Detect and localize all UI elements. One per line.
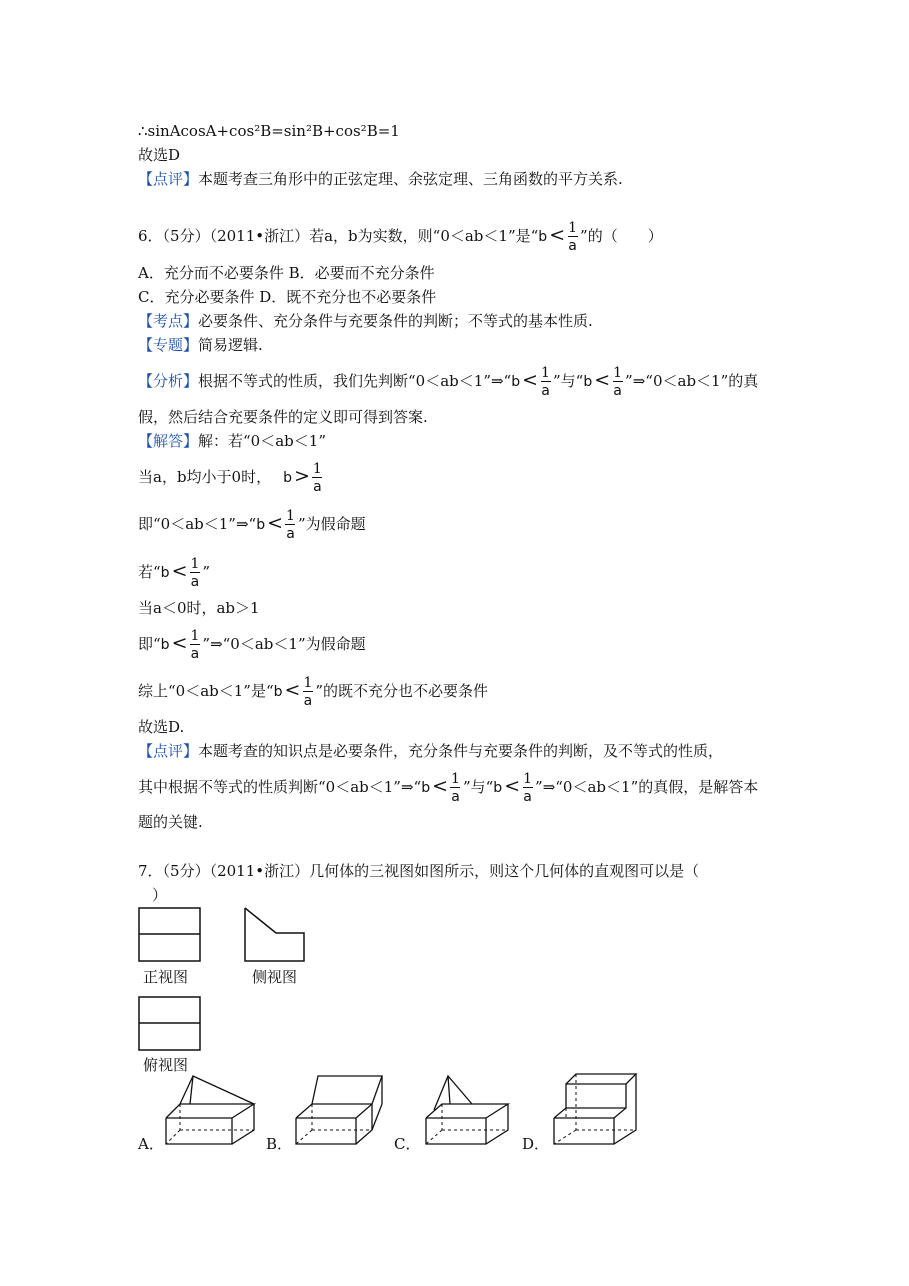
q6-topic-tag: 【专题】 [138, 336, 199, 354]
q6-comment-1: 本题考查的知识点是必要条件，充分条件与充要条件的判断，及不等式的性质， [198, 742, 724, 760]
q6-stem-lt: < [549, 224, 566, 246]
ineq-lt: < [171, 632, 188, 654]
ineq-frac [522, 772, 533, 804]
q6-stem [138, 221, 663, 253]
frac-num: 1 [190, 556, 200, 572]
ineq-lt: < [432, 775, 449, 797]
q6-sol-3a: 即“0＜ab＜1”⇒“ [138, 515, 257, 533]
q7-stem-close: ） [152, 886, 168, 904]
q6-comment-3: 题的关键. [138, 813, 203, 831]
ineq-gt: > [293, 465, 310, 487]
q6-analysis [138, 366, 758, 398]
frac-num: 1 [286, 508, 295, 524]
ineq-var: b [160, 565, 170, 581]
ineq-lt: < [284, 679, 301, 701]
q6-sol-6 [138, 629, 366, 661]
frac-den: a [303, 693, 313, 709]
ineq-var: b [493, 780, 503, 796]
q6-comment-2a: 其中根据不等式的性质判断“0＜ab＜1”⇒“ [138, 778, 422, 796]
q6-analysis-b: ”与“ [552, 372, 584, 390]
front-view-figure [138, 907, 202, 963]
option-b-label[interactable]: B． [266, 1135, 293, 1153]
q6-solution-tag: 【解答】 [138, 432, 199, 450]
frac-den: a [190, 646, 200, 662]
frac-den: a [523, 789, 532, 805]
frac-num: 1 [568, 220, 578, 236]
ineq-frac [285, 509, 296, 541]
ineq-frac [450, 772, 461, 804]
option-d-label[interactable]: D． [522, 1135, 550, 1153]
q6-point-tag: 【考点】 [138, 312, 199, 330]
prev-answer: 故选D [138, 146, 181, 164]
ineq-var: b [583, 374, 593, 390]
q6-comment-2b: ”与“ [462, 778, 494, 796]
ineq-var: b [160, 637, 170, 653]
frac-den: a [313, 479, 322, 495]
ineq-frac [189, 629, 200, 661]
q6-solution [138, 431, 326, 451]
frac-num: 1 [541, 365, 550, 381]
q6-point [138, 311, 593, 331]
frac-num: 1 [303, 675, 313, 691]
option-a-label[interactable]: A． [138, 1135, 164, 1153]
q6-options-cd: C．充分必要条件 D．既不充分也不必要条件 [138, 288, 437, 306]
q6-options-ab: A．充分而不必要条件 B．必要而不充分条件 [138, 264, 435, 282]
q6-sol-3b: ”为假命题 [297, 515, 366, 533]
q7-stem: 7．（5分）（2011•浙江）几何体的三视图如图所示，则这个几何体的直观图可以是（ [138, 862, 700, 880]
frac-num: 1 [451, 771, 460, 787]
q6-sol-7b: ”的既不充分也不必要条件 [315, 682, 489, 700]
option-c-label[interactable]: C． [394, 1135, 421, 1153]
side-view-label: 侧视图 [252, 969, 298, 986]
q6-sol-1: 解：若“0＜ab＜1” [198, 432, 326, 450]
front-view-label: 正视图 [143, 969, 189, 986]
q6-stem-b: ”的（ ） [580, 227, 663, 245]
frac-num: 1 [613, 365, 623, 381]
ineq-frac [302, 676, 313, 708]
top-view-label: 俯视图 [143, 1057, 189, 1074]
q6-sol-6a: 即“ [138, 635, 161, 653]
q6-sol-5: 当a＜0时，ab＞1 [138, 599, 260, 617]
ineq-var: b [283, 470, 292, 486]
q6-analysis-tag: 【分析】 [138, 372, 199, 390]
q6-sol-7a: 综上“0＜ab＜1”是“ [138, 682, 274, 700]
q6-comment-tag: 【点评】 [138, 742, 199, 760]
q6-stem-var: b [538, 229, 548, 245]
ineq-frac [612, 366, 623, 398]
frac-den: a [190, 574, 200, 590]
ineq-frac [312, 462, 323, 494]
ineq-lt: < [504, 775, 521, 797]
option-c-figure [420, 1070, 516, 1150]
q6-sol-4b: ” [202, 563, 211, 581]
q6-analysis-a: 根据不等式的性质，我们先判断“0＜ab＜1”⇒“ [198, 372, 512, 390]
ineq-var: b [256, 517, 266, 533]
ineq-frac [189, 557, 200, 589]
ineq-var: b [421, 780, 431, 796]
ineq-lt: < [594, 369, 611, 391]
q6-analysis-cont: 假，然后结合充要条件的定义即可得到答案. [138, 408, 428, 426]
q6-sol-6b: ”⇒“0＜ab＜1”为假命题 [202, 635, 366, 653]
q6-sol-7 [138, 676, 488, 708]
ineq-frac [540, 366, 551, 398]
q6-stem-a: 6．（5分）（2011•浙江）若a，b为实数，则“0＜ab＜1”是“ [138, 227, 539, 245]
top-view-figure [138, 996, 202, 1052]
q6-sol-2-text: 当a，b均小于0时， [138, 468, 272, 486]
frac-num: 1 [312, 461, 322, 477]
frac-den: a [286, 526, 295, 542]
q6-comment [138, 741, 723, 761]
q6-analysis-c: ”⇒“0＜ab＜1”的真 [625, 372, 759, 390]
q6-comment-2 [138, 772, 758, 804]
ineq-lt: < [171, 560, 188, 582]
ineq-lt: < [522, 369, 539, 391]
side-view-figure [244, 907, 306, 963]
q6-sol-8: 故选D. [138, 718, 185, 736]
prev-formula [138, 121, 400, 141]
option-d-figure [550, 1070, 642, 1150]
prev-formula-text: ∴sinAcosA+cos²B=sin²B+cos²B=1 [138, 122, 400, 140]
frac-num: 1 [190, 628, 200, 644]
q6-comment-2c: ”⇒“0＜ab＜1”的真假，是解答本 [535, 778, 759, 796]
option-a-figure [160, 1070, 260, 1150]
q6-sol-4 [138, 557, 210, 589]
q6-topic [138, 335, 263, 355]
frac-den: a [568, 238, 577, 254]
ineq-var: b [511, 374, 521, 390]
q6-topic-text: 简易逻辑. [198, 336, 263, 354]
q6-sol-2 [138, 462, 325, 494]
frac-den: a [541, 383, 550, 399]
option-b-figure [290, 1070, 390, 1150]
prev-comment-text: 本题考查三角形中的正弦定理、余弦定理、三角函数的平方关系. [198, 170, 623, 188]
q6-stem-frac [567, 221, 578, 253]
prev-comment-tag: 【点评】 [138, 170, 199, 188]
frac-num: 1 [523, 771, 533, 787]
ineq-lt: < [267, 512, 284, 534]
q6-sol-3 [138, 509, 366, 541]
q6-sol-4a: 若“ [138, 563, 161, 581]
frac-den: a [451, 789, 460, 805]
ineq-var: b [273, 684, 283, 700]
frac-den: a [613, 383, 622, 399]
prev-comment [138, 169, 623, 189]
q6-point-text: 必要条件、充分条件与充要条件的判断；不等式的基本性质. [198, 312, 593, 330]
